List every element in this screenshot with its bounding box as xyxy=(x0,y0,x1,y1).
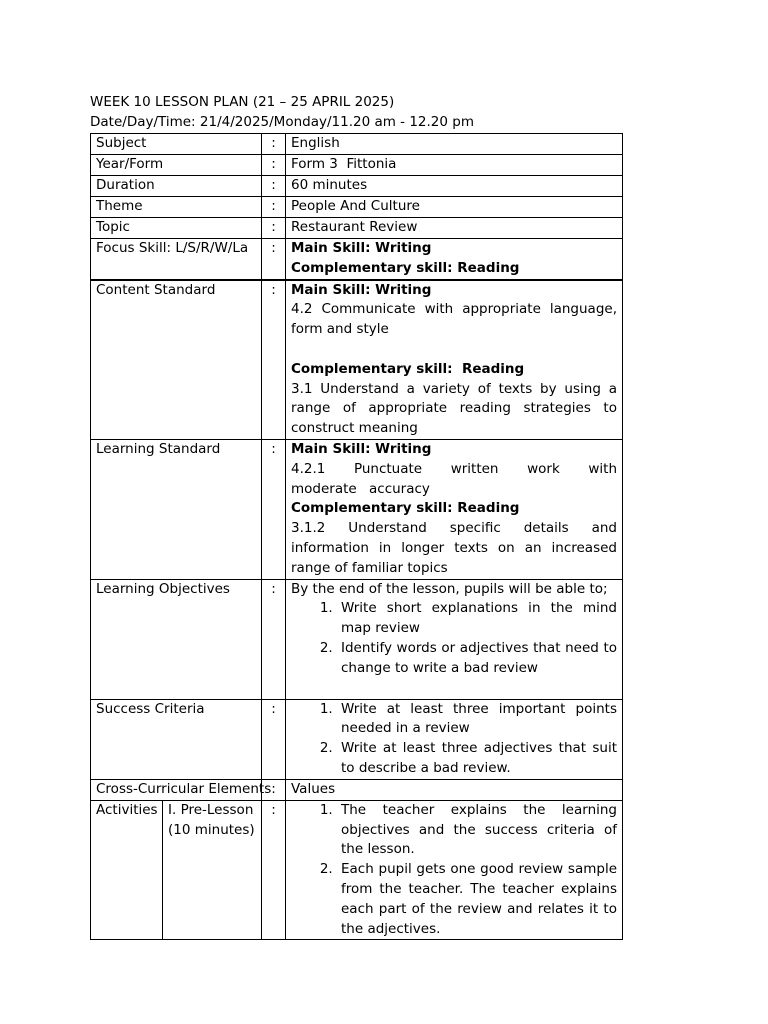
row-label: Content Standard xyxy=(91,280,262,440)
colon-separator: : xyxy=(262,218,286,239)
complementary-skill-heading: Complementary skill: Reading xyxy=(291,360,525,377)
main-skill-heading: Main Skill: Writing xyxy=(291,240,432,256)
subject-value: English xyxy=(286,134,623,155)
learning-standard-value xyxy=(286,439,623,579)
row-label: Activities xyxy=(91,800,163,940)
row-label: Focus Skill: L/S/R/W/La xyxy=(91,239,262,280)
year-form-value: Form 3 Fittonia xyxy=(286,155,623,176)
colon-separator: : xyxy=(262,280,286,440)
lesson-plan-title: WEEK 10 LESSON PLAN (21 – 25 APRIL 2025) xyxy=(90,94,395,110)
colon-separator: : xyxy=(262,439,286,579)
colon-separator: : xyxy=(262,197,286,218)
row-label: Theme xyxy=(91,197,262,218)
row-label: Success Criteria xyxy=(91,699,262,779)
success-criteria-value xyxy=(286,699,623,779)
row-label: Learning Standard xyxy=(91,439,262,579)
activities-value xyxy=(286,800,623,940)
activities-list xyxy=(291,801,617,940)
table-row xyxy=(91,779,623,800)
list-item: 2. Each pupil gets one good review sample from the teacher. The teacher explains each part of the review and relates it to the adjectives. xyxy=(337,860,617,939)
main-skill-standard: 4.2.1 Punctuate written work with moderate accuracy xyxy=(291,460,617,497)
spacer xyxy=(291,340,617,360)
complementary-skill-standard: 3.1 Understand a variety of texts by using a range of appropriate reading strategies to construct meaning xyxy=(291,380,617,437)
list-item: 2. Write at least three adjectives that suit to describe a bad review. xyxy=(337,739,617,779)
colon-separator: : xyxy=(262,155,286,176)
row-label: Year/Form xyxy=(91,155,262,176)
complementary-skill-heading: Complementary skill: Reading xyxy=(291,259,520,276)
main-skill-standard: 4.2 Communicate with appropriate language, form and style xyxy=(291,301,617,338)
row-label: Duration xyxy=(91,176,262,197)
objectives-intro: By the end of the lesson, pupils will be able to; xyxy=(291,580,608,597)
table-row xyxy=(91,439,623,579)
focus-skill-value xyxy=(286,239,623,280)
table-row xyxy=(91,176,623,197)
complementary-skill-heading: Complementary skill: Reading xyxy=(291,500,520,517)
criteria-list xyxy=(291,700,617,779)
colon-separator: : xyxy=(262,579,286,699)
table-row xyxy=(91,579,623,699)
row-label: Cross-Curricular Elements xyxy=(91,779,262,800)
complementary-skill-standard: 3.1.2 Understand specific details and information in longer texts on an increased range of familiar topics xyxy=(291,520,617,576)
table-row xyxy=(91,134,623,155)
colon-separator: : xyxy=(262,134,286,155)
table-row xyxy=(91,280,623,440)
table-row xyxy=(91,218,623,239)
content-standard-value xyxy=(286,280,623,440)
table-row xyxy=(91,155,623,176)
stage-duration: (10 minutes) xyxy=(168,821,255,838)
colon-separator: : xyxy=(262,699,286,779)
list-item: 1. Write short explanations in the mind map review xyxy=(337,599,617,639)
list-item: 2. Identify words or adjectives that need to change to write a bad review xyxy=(337,639,617,679)
colon-separator: : xyxy=(262,779,286,800)
row-label: Subject xyxy=(91,134,262,155)
table-row xyxy=(91,239,623,280)
duration-value: 60 minutes xyxy=(286,176,623,197)
table-row xyxy=(91,699,623,779)
lesson-datetime: Date/Day/Time: 21/4/2025/Monday/11.20 am - 12.20 pm xyxy=(90,114,474,130)
objectives-list xyxy=(291,599,617,678)
lesson-plan-table xyxy=(90,133,623,940)
activity-stage xyxy=(163,800,262,940)
table-row xyxy=(91,800,623,940)
row-label: Topic xyxy=(91,218,262,239)
cross-curricular-value: Values xyxy=(286,779,623,800)
colon-separator: : xyxy=(262,800,286,940)
row-label: Learning Objectives xyxy=(91,579,262,699)
stage-name: I. Pre-Lesson xyxy=(168,801,254,818)
table-row xyxy=(91,197,623,218)
theme-value: People And Culture xyxy=(286,197,623,218)
topic-value: Restaurant Review xyxy=(286,218,623,239)
colon-separator: : xyxy=(262,176,286,197)
colon-separator: : xyxy=(262,239,286,280)
main-skill-heading: Main Skill: Writing xyxy=(291,281,432,298)
learning-objectives-value xyxy=(286,579,623,699)
list-item: 1. The teacher explains the learning objectives and the success criteria of the lesson. xyxy=(337,801,617,860)
list-item: 1. Write at least three important points needed in a review xyxy=(337,700,617,740)
main-skill-heading: Main Skill: Writing xyxy=(291,440,432,457)
